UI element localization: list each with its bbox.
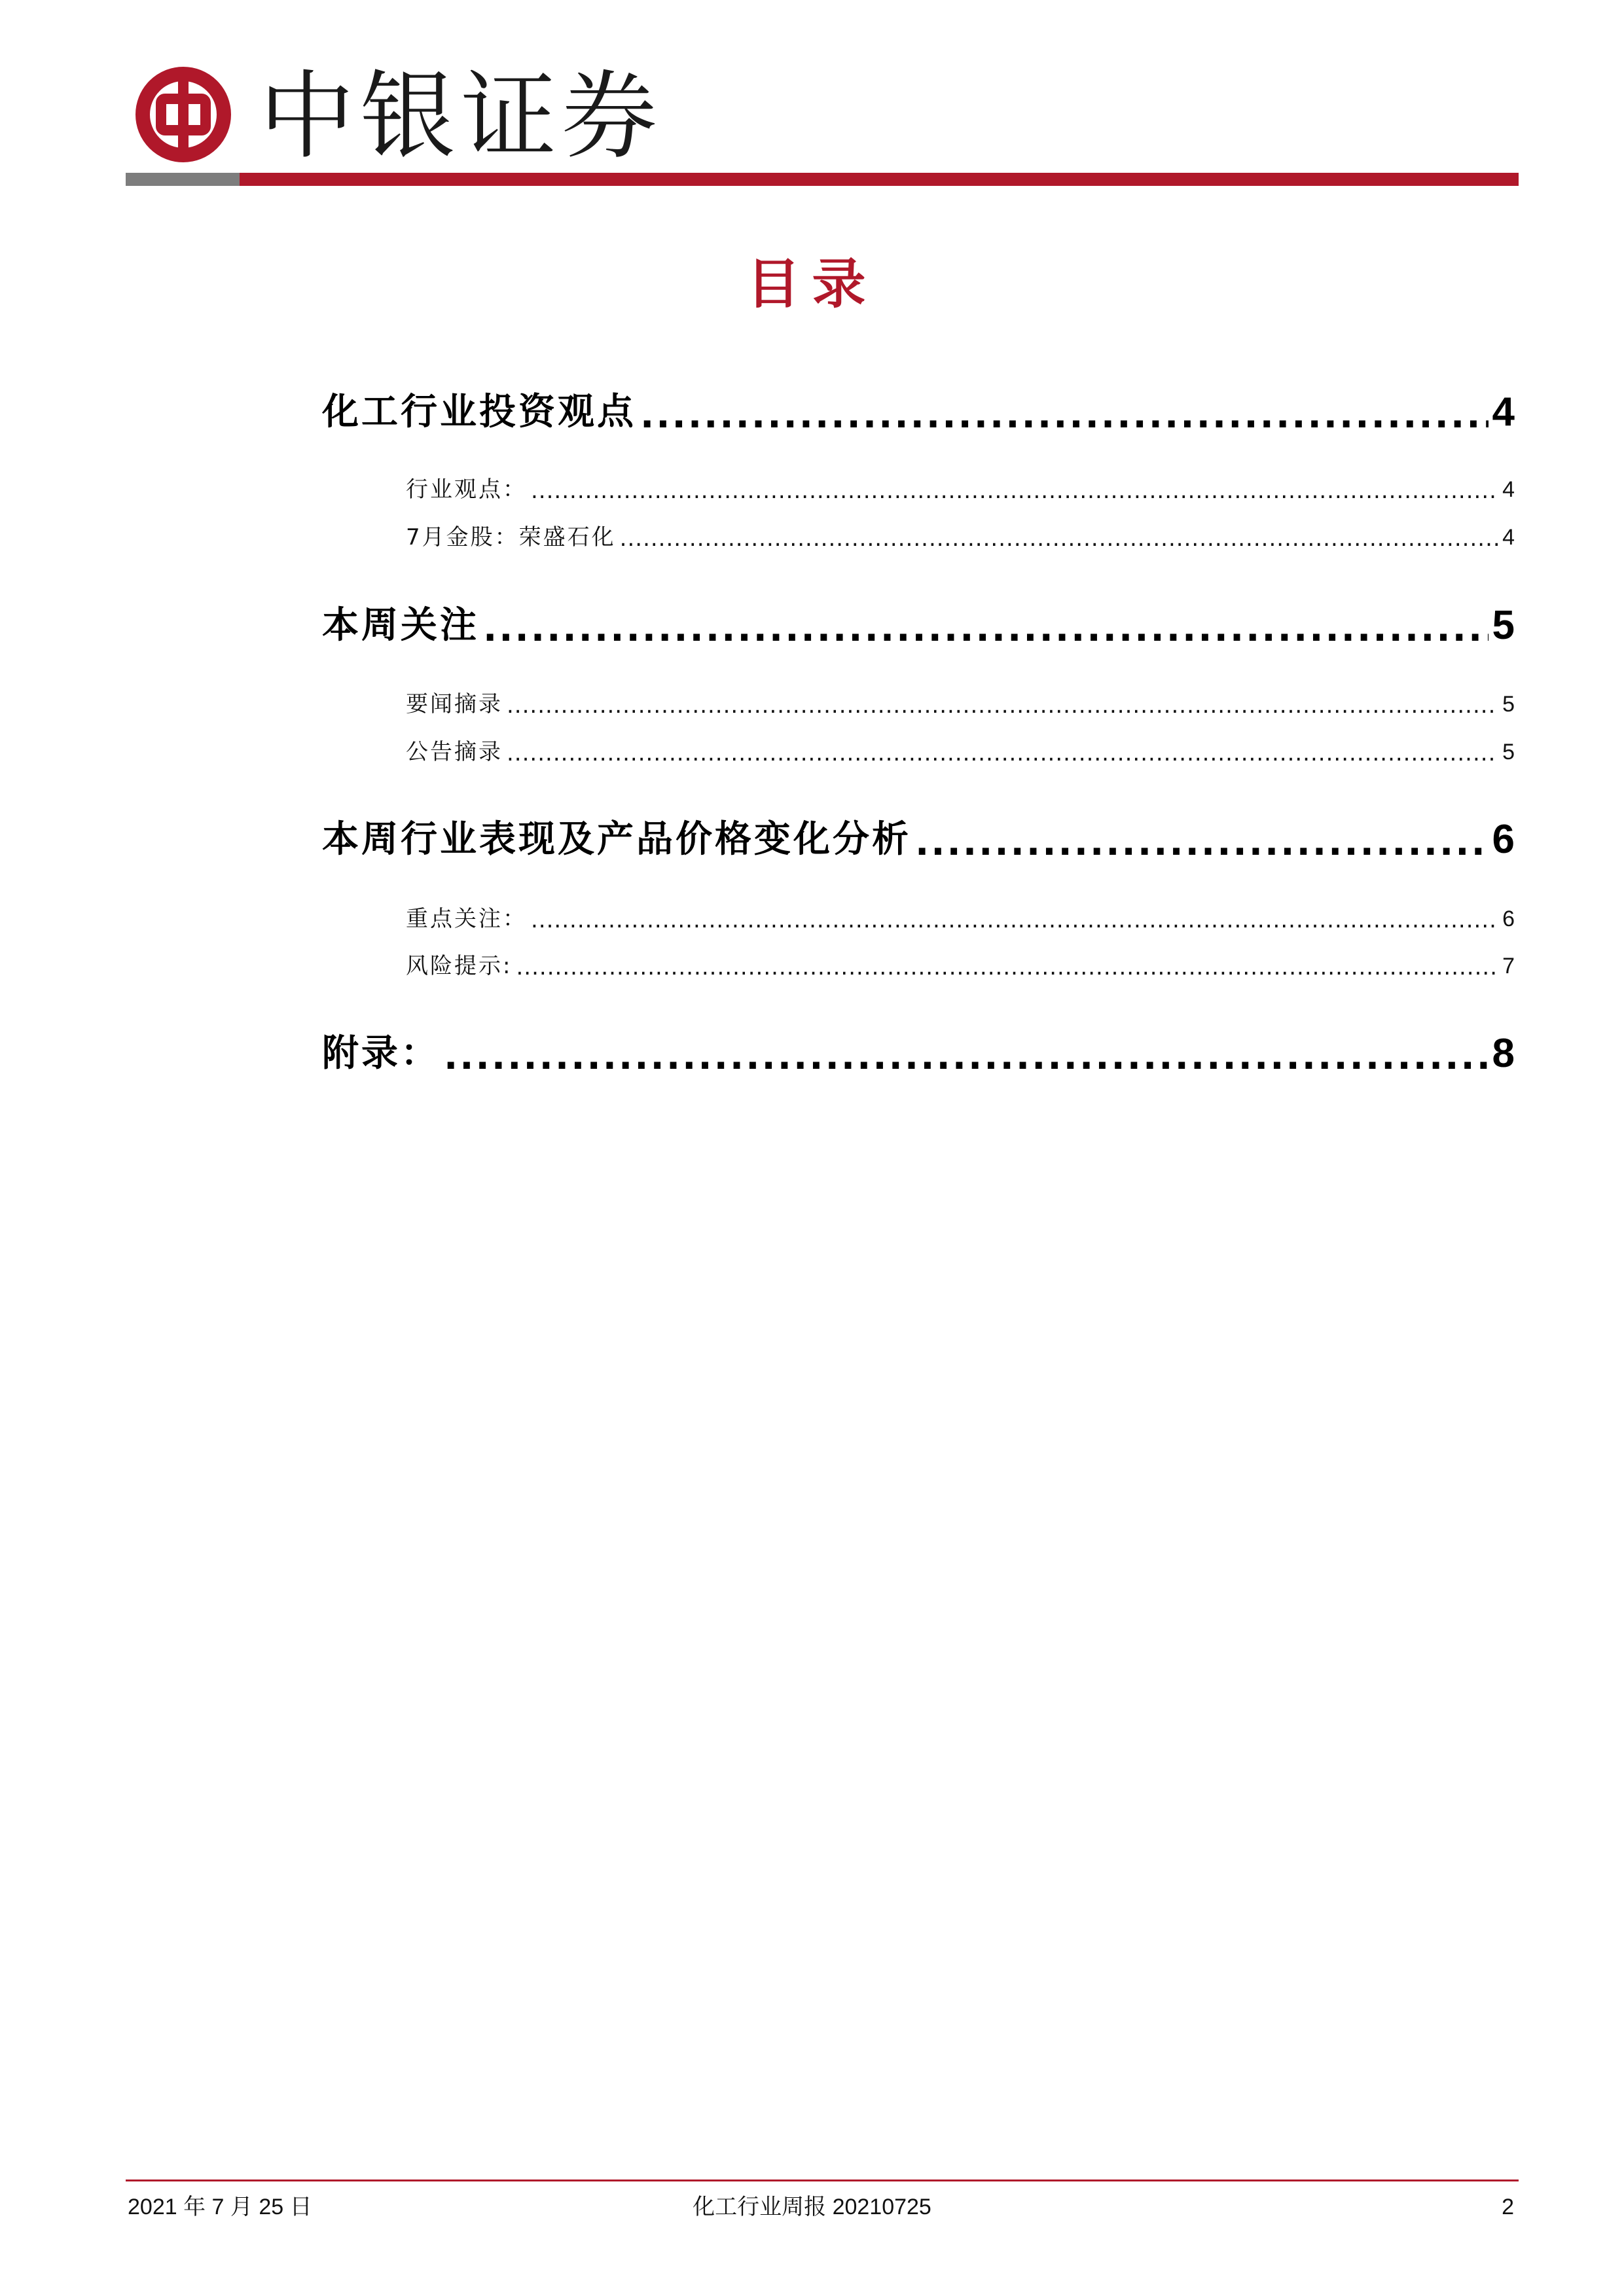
toc-entry-announcement-digest[interactable] [406,736,1515,768]
toc-entry-performance-analysis[interactable] [322,814,1515,866]
toc-entry-page: 8 [1492,1031,1515,1076]
toc-entry-label: 本周关注 [322,604,479,647]
toc-entry-page: 5 [1502,740,1515,764]
toc-title: 目录 [746,253,878,315]
toc-entry-page: 5 [1492,603,1515,648]
toc-leader-dots [531,906,1498,935]
toc-leader-dots [483,606,1489,652]
toc-leader-dots [640,393,1489,439]
toc-leader-dots [516,953,1498,982]
toc-entry-page: 7 [1502,954,1515,978]
toc-entry-page: 6 [1492,817,1515,862]
toc-leader-dots [444,1034,1489,1080]
footer-date: 2021 年 7 月 25 日 [128,2195,312,2219]
toc-entry-appendix[interactable] [322,1028,1515,1080]
toc-entry-news-digest[interactable] [406,689,1515,720]
toc-entry-label: 公告摘录 [406,739,503,765]
toc-leader-dots [507,739,1498,768]
toc-entry-golden-stock[interactable] [406,522,1515,553]
toc-entry-page: 5 [1502,692,1515,717]
toc-entry-label: 附录： [322,1032,440,1075]
toc-entry-page: 4 [1492,389,1515,435]
toc-entry-investment-view[interactable] [322,386,1515,439]
toc-leader-dots [531,476,1498,505]
toc-entry-key-focus[interactable] [406,903,1515,935]
toc-entry-label: 化工行业投资观点 [322,391,636,433]
toc-entry-label: 重点关注： [406,906,527,932]
toc-entry-page: 4 [1502,477,1515,502]
footer-divider [126,2179,1519,2181]
toc-entry-page: 6 [1502,906,1515,931]
toc-entry-label: 风险提示: [406,953,513,979]
toc-entry-risk-warning[interactable] [406,950,1515,982]
toc-entry-industry-view[interactable] [406,474,1515,505]
toc-entry-label: 7月金股：荣盛石化 [406,524,616,550]
toc-entry-weekly-focus[interactable] [322,600,1515,652]
toc-leader-dots [915,820,1489,866]
toc-entry-label: 要闻摘录 [406,691,503,717]
toc-entry-page: 4 [1502,525,1515,550]
toc-leader-dots [507,691,1498,720]
brand-name: 中银证券 [259,61,662,172]
toc-entry-label: 行业观点： [406,476,527,503]
footer-report-name: 化工行业周报 20210725 [693,2195,931,2219]
toc-leader-dots [620,524,1498,553]
footer-page-number: 2 [1502,2195,1514,2219]
toc-entry-label: 本周行业表现及产品价格变化分析 [322,818,911,861]
